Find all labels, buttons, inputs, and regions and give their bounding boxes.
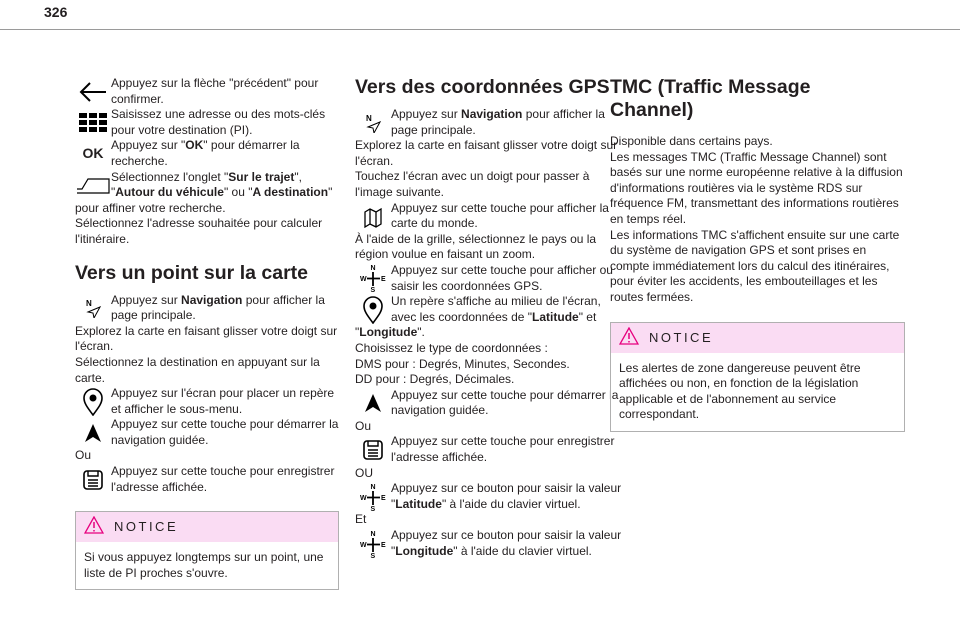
text-segment: Appuyez sur cette touche pour afficher la carte du monde.: [391, 200, 609, 231]
paragraph: Les informations TMC s'affichent ensuite sur une carte du système de navigation GPS et sont prises en compte immédiatement lors du calcul des itinéraires, pour éviter les accidents, les embouteillages et les routes fermées.: [610, 227, 900, 304]
guidance-arrow-icon: [75, 417, 111, 448]
bold-text: Navigation: [461, 107, 523, 121]
text-segment: " à l'aide du clavier virtuel.: [453, 543, 592, 558]
save-icon: [75, 464, 111, 495]
notice-title: NOTICE: [649, 329, 714, 345]
text-segment: Appuyez sur l'écran pour placer un repère et afficher le sous-menu.: [111, 386, 335, 416]
item-text: [111, 293, 325, 323]
text-segment: " ou ": [223, 185, 253, 200]
warning-icon: [84, 516, 104, 538]
page-number: 326: [44, 4, 68, 20]
paragraph: OU: [355, 465, 373, 480]
list-item: [75, 417, 339, 448]
text-segment: Appuyez sur la flèche "précédent" pour confirmer.: [111, 76, 319, 106]
list-item: [355, 263, 623, 294]
item-text: [391, 263, 613, 293]
svg-text:S: S: [370, 552, 376, 559]
bold-text: Sur le trajet: [228, 169, 295, 184]
paragraph: Ou: [355, 418, 372, 433]
list-item: [75, 76, 339, 107]
bold-text: OK: [185, 138, 204, 153]
text-segment: Un repère s'affiche au milieu de l'écran, avec les coordonnées de ": [391, 294, 601, 324]
paragraph: Sélectionnez l'adresse souhaitée pour calculer l'itinéraire.: [75, 216, 323, 246]
paragraph: Touchez l'écran avec un doigt pour passer à l'image suivante.: [355, 169, 590, 199]
item-text: [391, 107, 605, 137]
list-item: [355, 107, 623, 138]
map-pin-icon: [75, 386, 111, 417]
text-segment: Appuyez sur cette touche pour enregistrer l'adresse affichée.: [391, 434, 615, 465]
list-item: [75, 170, 339, 217]
item-text: [391, 388, 618, 418]
paragraph: Choisissez le type de coordonnées :: [355, 340, 548, 355]
paragraph: Disponible dans certains pays.: [610, 134, 773, 148]
paragraph: Sélectionnez la destination en appuyant sur la carte.: [75, 354, 320, 385]
warning-icon: [619, 327, 639, 349]
world-map-icon: [355, 201, 391, 232]
compass-icon: [355, 481, 391, 512]
section-heading: TMC (Traffic Message Channel): [610, 76, 811, 121]
notice-box: [75, 511, 339, 590]
map-pin-icon: [355, 294, 391, 325]
text-segment: Saisissez une adresse ou des mots-clés pour votre destination (PI).: [111, 107, 326, 137]
compass-icon: [355, 263, 391, 294]
text-segment: Appuyez sur cette touche pour enregistrer l'adresse affichée.: [111, 464, 335, 494]
list-item: [75, 386, 339, 417]
section-heading: Vers des coordonnées GPS: [355, 76, 610, 98]
item-text: [111, 417, 338, 447]
text-segment: " pour affiner votre recherche.: [75, 185, 333, 215]
list-item: [75, 293, 339, 324]
list-item: [355, 294, 623, 341]
list-item: [355, 201, 623, 232]
bold-text: Longitude: [359, 325, 418, 340]
text-segment: Appuyez sur: [391, 107, 462, 121]
navigation-icon: [75, 293, 111, 324]
item-text: [111, 107, 325, 137]
left-column: [75, 76, 339, 590]
list-item: [355, 481, 623, 512]
svg-text:N: N: [370, 265, 376, 273]
text-segment: Sélectionnez l'onglet ": [111, 169, 229, 184]
section-heading: Vers un point sur la carte: [75, 261, 308, 284]
bold-text: Latitude: [395, 496, 442, 511]
list-item: [75, 138, 339, 169]
ok-icon-label: OK: [82, 145, 104, 162]
text-segment: ", ": [111, 169, 302, 200]
item-text: [391, 434, 614, 464]
text-segment: Appuyez sur cette touche pour démarrer la navigation guidée.: [111, 417, 339, 447]
list-item: [75, 107, 339, 138]
item-text: [391, 201, 609, 231]
paragraph: Et: [355, 512, 367, 527]
text-segment: pour afficher la page principale.: [391, 107, 605, 137]
svg-text:W: W: [360, 276, 367, 284]
paragraph: Les messages TMC (Traffic Message Channel) sont basés sur une norme européenne relative à la diffusion d'informations routières via le système RDS sur fréquence FM, transmettant des informations routières en temps réel.: [610, 149, 903, 226]
svg-text:E: E: [381, 494, 386, 502]
item-text: [111, 76, 318, 106]
item-text: [111, 464, 334, 494]
bold-text: A destination: [252, 185, 329, 200]
tab-icon: [75, 170, 111, 201]
svg-text:N: N: [86, 299, 92, 309]
list-item: [355, 434, 623, 465]
svg-text:N: N: [366, 113, 372, 123]
paragraph: DD pour : Degrés, Décimales.: [355, 372, 515, 387]
bold-text: Latitude: [532, 309, 579, 324]
text-segment: Appuyez sur: [111, 292, 182, 307]
right-column: [610, 76, 905, 432]
text-segment: Appuyez sur ": [111, 138, 186, 153]
paragraph: À l'aide de la grille, sélectionnez le pays ou la région voulue en faisant un zoom.: [355, 231, 597, 262]
paragraph: Explorez la carte en faisant glisser votre doigt sur l'écran.: [75, 323, 338, 354]
svg-text:W: W: [360, 494, 367, 502]
notice-title: NOTICE: [114, 519, 179, 535]
text-segment: " et ": [355, 309, 597, 340]
svg-text:N: N: [370, 530, 376, 538]
text-segment: ".: [417, 325, 425, 340]
ok-icon: [75, 138, 111, 169]
guidance-arrow-icon: [355, 388, 391, 419]
paragraph: Explorez la carte en faisant glisser votre doigt sur l'écran.: [355, 138, 618, 168]
back-arrow-icon: [75, 76, 111, 107]
item-text: [111, 386, 334, 416]
save-icon: [355, 434, 391, 465]
svg-text:W: W: [360, 541, 367, 549]
text-segment: Appuyez sur cette touche pour afficher ou saisir les coordonnées GPS.: [391, 262, 613, 293]
svg-text:S: S: [370, 287, 376, 294]
text-segment: pour afficher la page principale.: [111, 292, 325, 323]
text-segment: " à l'aide du clavier virtuel.: [441, 496, 581, 511]
middle-column: [355, 76, 623, 559]
compass-icon: [355, 528, 391, 559]
item-text: [391, 481, 621, 511]
list-item: [355, 528, 623, 559]
notice-text: Si vous appuyez longtemps sur un point, une liste de PI proches s'ouvre.: [84, 550, 324, 580]
svg-text:N: N: [370, 483, 376, 491]
header-divider: [0, 29, 960, 30]
text-segment: Appuyez sur ce bouton pour saisir la valeur ": [391, 528, 622, 558]
list-item: [355, 388, 623, 419]
bold-text: Autour du véhicule: [115, 185, 224, 200]
svg-text:S: S: [370, 505, 376, 512]
item-text: [75, 170, 332, 215]
svg-text:E: E: [381, 276, 386, 284]
item-text: [355, 294, 601, 339]
notice-text: Les alertes de zone dangereuse peuvent être affichées ou non, en fonction de la législation applicable et de l'abonnement au service correspondant.: [619, 360, 861, 422]
item-text: [391, 528, 621, 558]
keypad-icon: [75, 107, 111, 138]
text-segment: Appuyez sur cette touche pour démarrer la navigation guidée.: [391, 387, 619, 418]
svg-text:E: E: [381, 541, 386, 549]
notice-box: [610, 322, 905, 432]
list-item: [75, 464, 339, 495]
bold-text: Longitude: [395, 543, 454, 558]
paragraph: Ou: [75, 448, 92, 463]
paragraph: DMS pour : Degrés, Minutes, Secondes.: [355, 356, 570, 371]
text-segment: " pour démarrer la recherche.: [111, 138, 300, 168]
item-text: [111, 138, 300, 168]
bold-text: Navigation: [181, 292, 243, 307]
navigation-icon: [355, 107, 391, 138]
text-segment: Appuyez sur ce bouton pour saisir la valeur ": [391, 481, 622, 511]
